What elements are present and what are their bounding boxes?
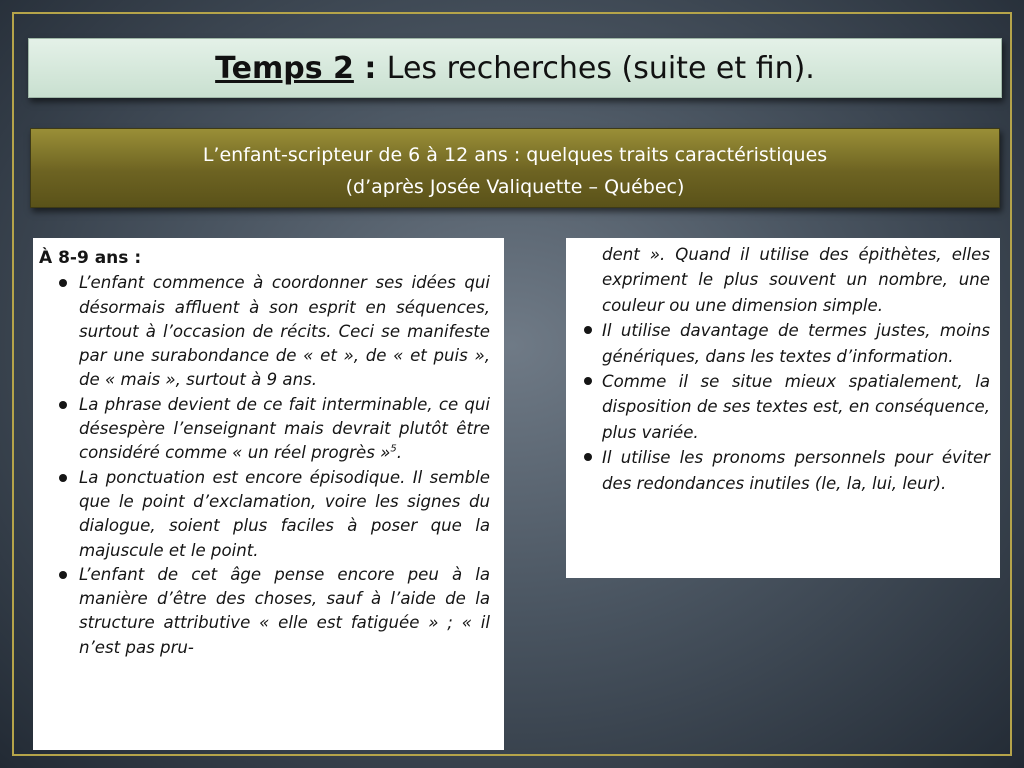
list-item [574,318,990,369]
left-scan-excerpt [33,238,504,750]
list-item [39,563,490,660]
subtitle-line-1: L’enfant-scripteur de 6 à 12 ans : quelques traits caractéristiques [202,144,828,166]
list-item [574,369,990,445]
continuation-text: dent ». Quand il utilise des épithètes, elles expriment le plus souvent un nombre, une couleur ou une dimension simple. [602,245,990,315]
subtitle-line-2: (d’après Josée Valiquette – Québec) [345,176,685,198]
bullet-icon [59,571,67,579]
age-heading: À 8-9 ans : [39,248,142,268]
list-item: La phrase devient de ce fait interminable, ce qui désespère l’enseignant mais devrait plutôt être considéré comme « un réel progrès »$^5$. [39,393,490,466]
title-text: Les recherches (suite et fin). [386,50,815,86]
list-item-text: Il utilise davantage de termes justes, moins génériques, dans les textes d’information. [602,321,990,366]
list-item [574,445,990,496]
list-item-text: L’enfant de cet âge pense encore peu à la manière d’être des choses, sauf à l’aide de la structure attributive « elle est fatiguée » ; « il n’est pas pru- [79,564,490,657]
bullet-icon [59,401,67,409]
left-bullet-list [39,271,490,660]
title-colon: : [353,50,387,86]
list-item-text: Comme il se situe mieux spatialement, la disposition de ses textes est, en conséquence, plus variée. [602,372,990,442]
right-bullet-list [574,318,990,496]
bullet-icon [59,279,67,287]
right-scan-excerpt [566,238,1000,578]
bullet-icon [584,326,592,334]
bullet-icon [59,474,67,482]
bullet-icon [584,377,592,385]
list-item [39,466,490,563]
list-item-text: La ponctuation est encore épisodique. Il semble que le point d’exclamation, voire les signes du dialogue, soient plus faciles à poser que la majuscule et le point. [79,467,490,560]
list-item-text: Il utilise les pronoms personnels pour éviter des redondances inutiles (le, la, lui, leur). [602,448,990,493]
list-item-text: La phrase devient de ce fait interminable, ce qui désespère l’enseignant mais devrait plutôt être considéré comme « un réel progrès » [79,394,490,463]
list-item-text: L’enfant commence à coordonner ses idées qui désormais affluent à son esprit en séquences, surtout à l’occasion de récits. Ceci se manifeste par une surabondance de « et », de « et puis », de « mais », surtout à 9 ans. [79,273,490,390]
bullet-icon [584,453,592,461]
title-bar [28,38,1002,98]
title-strong: Temps 2 [215,50,354,86]
footnote-marker: 5 [390,443,397,455]
list-item [39,271,490,392]
subtitle-bar [30,128,1000,208]
